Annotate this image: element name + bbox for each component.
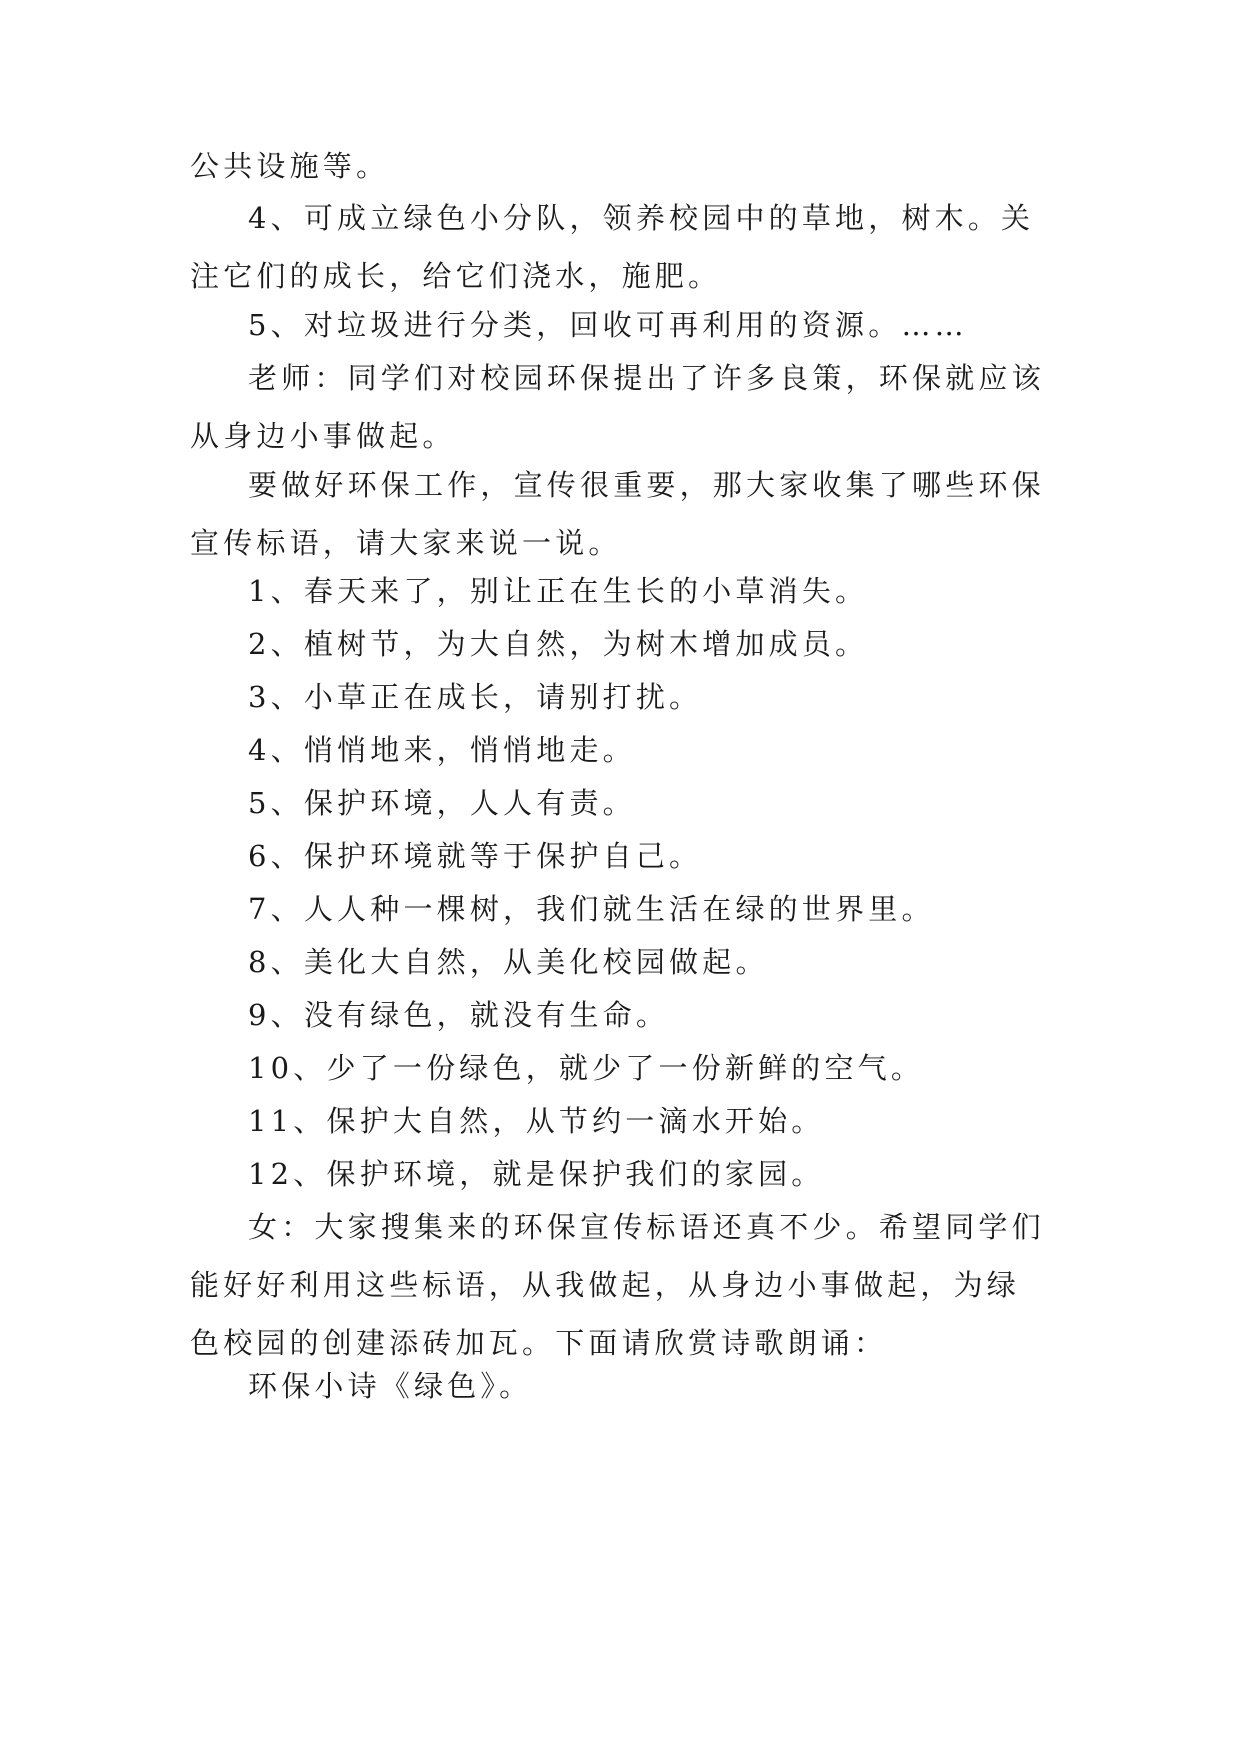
slogan-item-5: 5、保护环境，人人有责。	[248, 786, 636, 820]
slogan-item-11: 11、保护大自然，从节约一滴水开始。	[248, 1104, 825, 1138]
slogan-item-2: 2、植树节，为大自然，为树木增加成员。	[248, 627, 869, 661]
paragraph-green-team: 4、可成立绿色小分队，领养校园中的草地，树木。关注它们的成长，给它们浇水，施肥。	[190, 201, 1035, 293]
paragraph-sort-garbage: 5、对垃圾进行分类，回收可再利用的资源。……	[248, 308, 968, 342]
slogan-item-9: 9、没有绿色，就没有生命。	[248, 998, 670, 1032]
slogan-item-8: 8、美化大自然，从美化校园做起。	[248, 945, 769, 979]
paragraph-poem-title: 环保小诗《绿色》。	[248, 1369, 533, 1403]
slogan-item-6: 6、保护环境就等于保护自己。	[248, 839, 703, 873]
paragraph-public-facilities: 公共设施等。	[190, 149, 390, 183]
paragraph-teacher-remark: 老师：同学们对校园环保提出了许多良策，环保就应该从身边小事做起。	[190, 361, 1045, 453]
slogan-item-3: 3、小草正在成长，请别打扰。	[248, 680, 703, 714]
slogan-item-12: 12、保护环境，就是保护我们的家园。	[248, 1157, 825, 1191]
paragraph-slogan-intro: 要做好环保工作，宣传很重要，那大家收集了哪些环保宣传标语，请大家来说一说。	[190, 468, 1045, 560]
slogan-item-4: 4、悄悄地来，悄悄地走。	[248, 733, 636, 767]
slogan-item-1: 1、春天来了，别让正在生长的小草消失。	[248, 574, 869, 608]
slogan-item-10: 10、少了一份绿色，就少了一份新鲜的空气。	[248, 1051, 925, 1085]
paragraph-female-host-remark: 女：大家搜集来的环保宣传标语还真不少。希望同学们能好好利用这些标语，从我做起，从身边小事做起，为绿色校园的创建添砖加瓦。下面请欣赏诗歌朗诵：	[190, 1210, 1045, 1360]
slogan-item-7: 7、人人种一棵树，我们就生活在绿的世界里。	[248, 892, 935, 926]
